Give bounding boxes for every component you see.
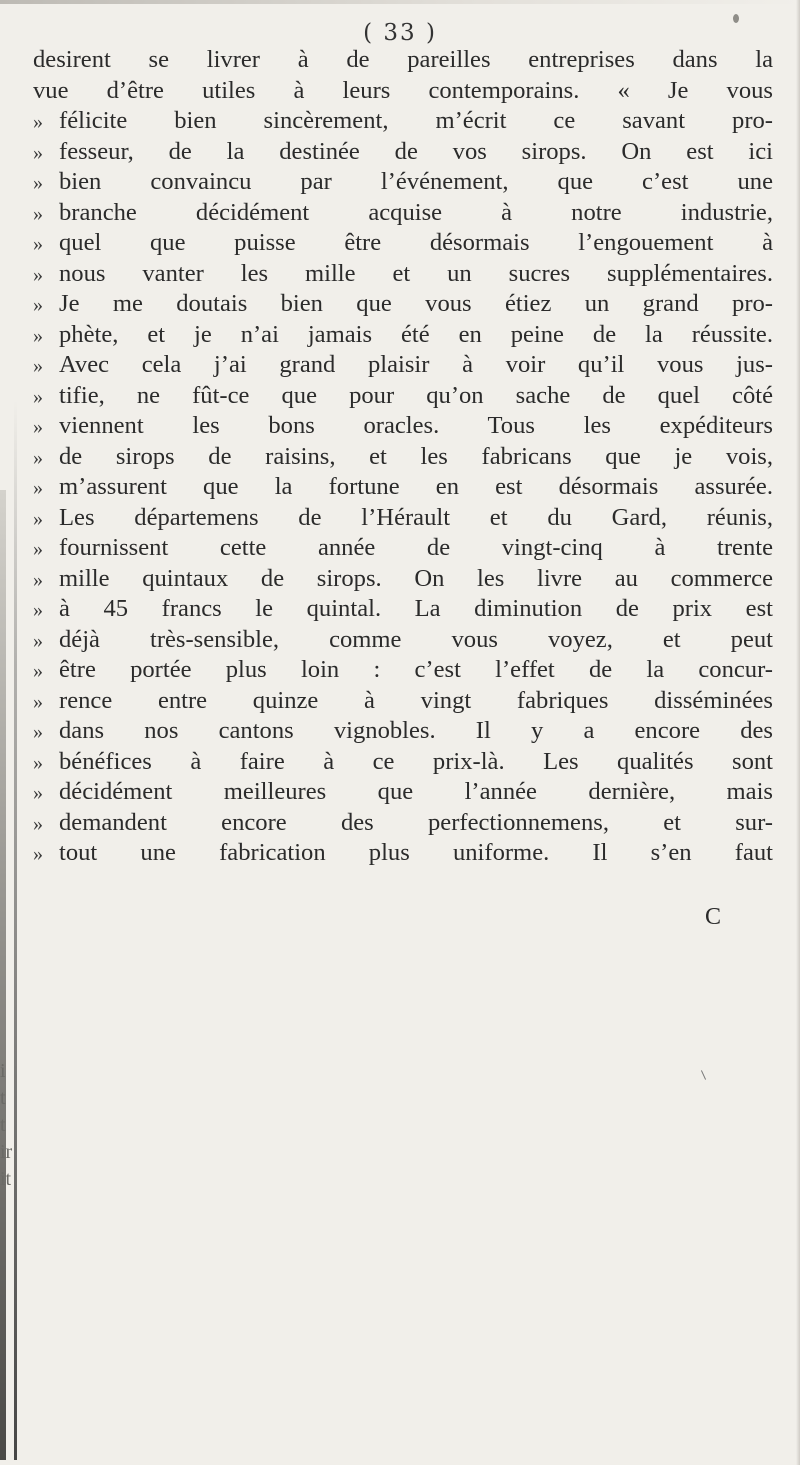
- text-line: [33, 167, 773, 198]
- text-line: [33, 686, 773, 717]
- line-text: m’assurent que la fortune en est désormais assurée.: [59, 473, 773, 500]
- text-line: [33, 533, 773, 564]
- text-line: [33, 411, 773, 442]
- line-text: décidément meilleures que l’année dernière, mais: [59, 778, 773, 805]
- line-text: viennent les bons oracles. Tous les expéditeurs: [59, 412, 773, 439]
- text-line: [33, 472, 773, 503]
- line-text: bénéfices à faire à ce prix-là. Les qualités sont: [59, 747, 773, 775]
- line-text: phète, et je n’ai jamais été en peine de la réussite.: [59, 320, 773, 348]
- text-line: [33, 45, 773, 76]
- text-line: [33, 381, 773, 412]
- text-line: [33, 137, 773, 168]
- quote-mark: »: [33, 385, 43, 408]
- body-text: [33, 45, 773, 869]
- line-text: Les départemens de l’Hérault et du Gard, réunis,: [59, 503, 773, 531]
- quote-mark: »: [33, 446, 43, 469]
- quote-mark: »: [33, 416, 43, 438]
- margin-glyph: t: [0, 1114, 6, 1136]
- quote-mark: »: [33, 477, 43, 499]
- gutter-line: [14, 400, 17, 1460]
- text-line: [33, 259, 773, 290]
- text-line: [33, 716, 773, 747]
- text-line: [33, 228, 773, 259]
- margin-glyph: t: [0, 1087, 6, 1109]
- text-line: [33, 747, 773, 778]
- text-line: [33, 503, 773, 534]
- line-text: félicite bien sincèrement, m’écrit ce savant pro-: [59, 107, 773, 134]
- quote-mark: »: [33, 843, 43, 865]
- text-line: [33, 106, 773, 137]
- quote-mark: »: [33, 690, 43, 713]
- quote-mark: »: [33, 202, 43, 225]
- text-line: [33, 198, 773, 229]
- page-number: ( 33 ): [363, 20, 437, 46]
- quote-mark: »: [33, 141, 43, 164]
- quote-mark: »: [33, 263, 43, 286]
- quote-mark: »: [33, 538, 43, 560]
- quote-mark: »: [33, 782, 43, 804]
- line-text: nous vanter les mille et un sucres supplémentaires.: [59, 259, 773, 287]
- quote-mark: »: [33, 660, 43, 682]
- stray-mark: [701, 1070, 706, 1079]
- quote-mark: »: [33, 111, 43, 133]
- quote-mark: »: [33, 599, 43, 621]
- line-text: de sirops de raisins, et les fabricans que je vois,: [59, 442, 773, 470]
- text-line: [33, 289, 773, 320]
- page-gutter-shadow: [0, 490, 6, 1460]
- text-line: [33, 350, 773, 381]
- text-line: [33, 808, 773, 839]
- line-text: tout une fabrication plus uniforme. Il s’en faut: [59, 839, 773, 866]
- quote-mark: »: [33, 812, 43, 835]
- text-line: [33, 838, 773, 869]
- quote-mark: »: [33, 233, 43, 255]
- line-text: rence entre quinze à vingt fabriques disséminées: [59, 686, 773, 714]
- margin-glyph: ir: [0, 1141, 13, 1163]
- quote-mark: »: [33, 721, 43, 743]
- text-line: [33, 594, 773, 625]
- line-text: desirent se livrer à de pareilles entreprises dans la: [33, 46, 773, 73]
- line-text: être portée plus loin : c’est l’effet de la concur-: [59, 656, 773, 683]
- text-line: [33, 564, 773, 595]
- line-text: fesseur, de la destinée de vos sirops. On est ici: [59, 137, 773, 165]
- text-line: [33, 777, 773, 808]
- line-text: bien convaincu par l’événement, que c’est une: [59, 168, 773, 195]
- line-text: tifie, ne fût-ce que pour qu’on sache de quel côté: [59, 381, 773, 409]
- signature-letter: C: [705, 904, 722, 930]
- line-text: Je me doutais bien que vous étiez un grand pro-: [59, 290, 773, 317]
- text-line: [33, 655, 773, 686]
- quote-mark: »: [33, 355, 43, 377]
- line-text: déjà très-sensible, comme vous voyez, et peut: [59, 625, 773, 653]
- text-line: [33, 442, 773, 473]
- line-text: dans nos cantons vignobles. Il y a encore des: [59, 717, 773, 744]
- quote-mark: »: [33, 172, 43, 194]
- line-text: quel que puisse être désormais l’engouement à: [59, 229, 773, 256]
- quote-mark: »: [33, 629, 43, 652]
- line-text: vue d’être utiles à leurs contemporains. « Je vous: [33, 76, 773, 104]
- line-text: fournissent cette année de vingt-cinq à trente: [59, 534, 773, 561]
- text-line: [33, 625, 773, 656]
- quote-mark: »: [33, 294, 43, 316]
- line-text: à 45 francs le quintal. La diminution de prix est: [59, 595, 773, 622]
- quote-mark: »: [33, 568, 43, 591]
- quote-mark: »: [33, 324, 43, 347]
- quote-mark: »: [33, 507, 43, 530]
- text-line: [33, 76, 773, 107]
- line-text: mille quintaux de sirops. On les livre au commerce: [59, 564, 773, 592]
- page-right-edge: [796, 0, 800, 1465]
- line-text: demandent encore des perfectionnemens, et sur-: [59, 808, 773, 836]
- quote-mark: »: [33, 751, 43, 774]
- text-line: [33, 320, 773, 351]
- page-top-edge: [0, 0, 800, 4]
- margin-glyph: it: [0, 1168, 12, 1190]
- line-text: branche décidément acquise à notre industrie,: [59, 198, 773, 226]
- margin-bleed-glyphs: [0, 1058, 14, 1193]
- margin-glyph: i: [0, 1060, 6, 1082]
- line-text: Avec cela j’ai grand plaisir à voir qu’il vous jus-: [59, 351, 773, 378]
